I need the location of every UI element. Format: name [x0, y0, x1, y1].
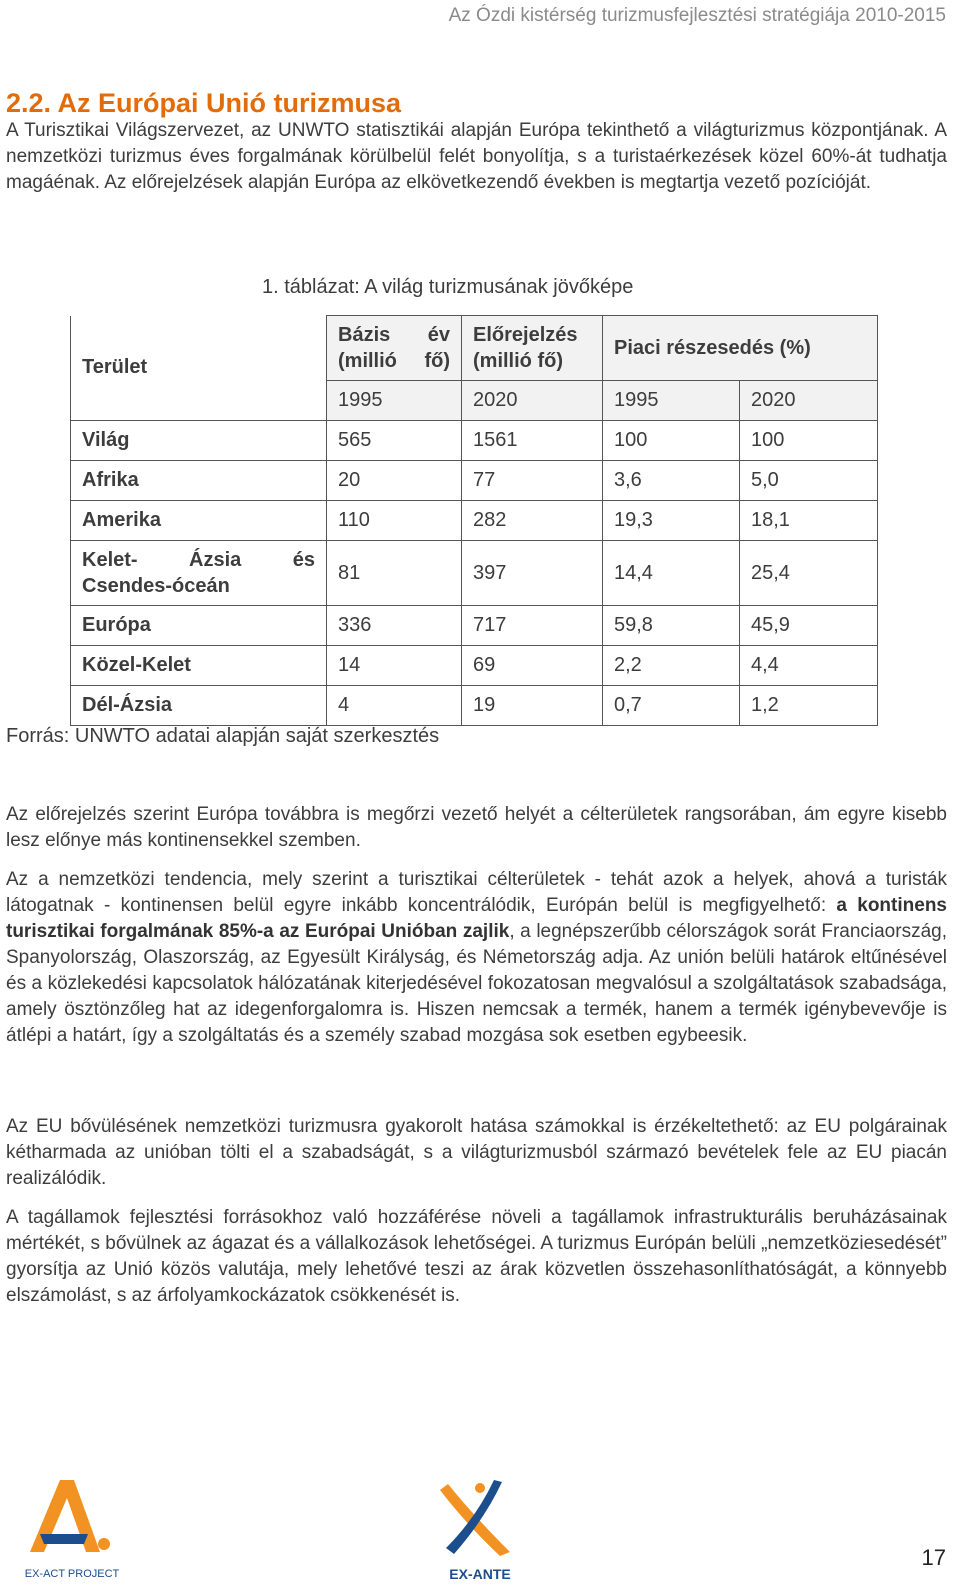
highlighted-text: a kontinens turisztikai forgalmának 85%-a az Európai Unióban zajlik	[6, 895, 947, 942]
body-paragraph-1: Az előrejelzés szerint Európa továbbra is megőrzi vezető helyét a célterületek rangsorában, ám egyre kisebb lesz előnye más kontinensekkel szemben.	[6, 804, 947, 851]
share-1995-cell: 3,6	[603, 461, 740, 501]
forecast-cell: 69	[462, 646, 603, 686]
table-row	[71, 686, 878, 726]
forecast-cell: 397	[462, 541, 603, 606]
table-header-row	[71, 316, 878, 381]
paragraph-text: Az a nemzetközi tendencia, mely szerint a turisztikai célterületek - tehát azok a helyek, ahová a turisták látogatnak - kontinensen belül egyre inkább koncentrálódik, Európán belül is megfigyelhető:	[6, 869, 947, 916]
forecast-cell: 1561	[462, 421, 603, 461]
base-cell: 336	[327, 606, 462, 646]
body-paragraph-2	[6, 867, 947, 1049]
paragraph-text: , a legnépszerűbb célországok sorát Franciaország, Spanyolország, Olaszország, az Egyesült Királyság, és Németország adja. Az unión belüli határok eltűnésével és a közlekedési kapcsolatok hálózatának kiterjedésével fokozatosan megvalósul a szolgáltatások szabadsága, amely ösztönzőleg hat az idegenforgalomra is. Hiszen nemcsak a termék, hanem a termék igénybevevője is átlépi a határt, így a szolgáltatás és a személy szabad mozgása sok esetben egybeesik.	[6, 921, 947, 1046]
table-row	[71, 541, 878, 606]
table-source: Forrás: UNWTO adatai alapján saját szerkesztés	[6, 725, 440, 747]
base-cell: 20	[327, 461, 462, 501]
base-cell: 14	[327, 646, 462, 686]
header-base-year: Bázis év (millió fő)	[327, 316, 462, 381]
header-forecast: Előrejelzés (millió fő)	[462, 316, 603, 381]
share-1995-cell: 19,3	[603, 501, 740, 541]
table-row	[71, 646, 878, 686]
region-cell: Világ	[71, 421, 327, 461]
header-year: 1995	[603, 381, 740, 421]
base-cell: 565	[327, 421, 462, 461]
base-cell: 4	[327, 686, 462, 726]
share-2020-cell: 25,4	[740, 541, 878, 606]
table-row	[71, 461, 878, 501]
exact-project-logo	[22, 1474, 122, 1586]
forecast-cell: 717	[462, 606, 603, 646]
region-cell: Dél-Ázsia	[71, 686, 327, 726]
header-year: 2020	[740, 381, 878, 421]
share-2020-cell: 4,4	[740, 646, 878, 686]
header-year: 1995	[327, 381, 462, 421]
region-cell: Közel-Kelet	[71, 646, 327, 686]
table-row	[71, 501, 878, 541]
share-1995-cell: 2,2	[603, 646, 740, 686]
share-2020-cell: 45,9	[740, 606, 878, 646]
section-title: 2.2. Az Európai Unió turizmusa	[6, 88, 402, 118]
base-cell: 110	[327, 501, 462, 541]
region-cell: Európa	[71, 606, 327, 646]
share-1995-cell: 14,4	[603, 541, 740, 606]
share-1995-cell: 0,7	[603, 686, 740, 726]
region-cell: Kelet- Ázsia és Csendes-óceán	[71, 541, 327, 606]
table-row	[71, 421, 878, 461]
base-cell: 81	[327, 541, 462, 606]
forecast-cell: 282	[462, 501, 603, 541]
table-caption: 1. táblázat: A világ turizmusának jövőképe	[262, 276, 634, 298]
share-1995-cell: 100	[603, 421, 740, 461]
share-2020-cell: 18,1	[740, 501, 878, 541]
share-2020-cell: 1,2	[740, 686, 878, 726]
body-paragraph-3: Az EU bővülésének nemzetközi turizmusra gyakorolt hatása számokkal is érzékeltethető: az EU polgárainak kétharmada az unióban tölti el a szabadságát, s a világturizmusból származó bevételek fele az EU piacán realizálódik.	[6, 1116, 947, 1189]
region-cell: Afrika	[71, 461, 327, 501]
document-header: Az Ózdi kistérség turizmusfejlesztési stratégiája 2010-2015	[448, 5, 946, 26]
forecast-cell: 19	[462, 686, 603, 726]
header-territory: Terület	[71, 316, 327, 421]
share-2020-cell: 100	[740, 421, 878, 461]
logo-text: EX-ANTE	[449, 1566, 511, 1582]
share-1995-cell: 59,8	[603, 606, 740, 646]
share-2020-cell: 5,0	[740, 461, 878, 501]
body-paragraph-4: A tagállamok fejlesztési forrásokhoz való hozzáférése növeli a tagállamok infrastrukturális beruházásainak mértékét, s bővülnek az ágazat és a vállalkozások lehetőségei. A turizmus Európán belüli „nemzetköziesedését” gyorsítja az Unió közös valutája, mely lehetővé teszi az árak közvetlen összehasonlíthatóságát, a könnyebb elszámolást, s az árfolyamkockázatok csökkenését is.	[6, 1207, 948, 1306]
region-cell: Amerika	[71, 501, 327, 541]
intro-paragraph: A Turisztikai Világszervezet, az UNWTO statisztikái alapján Európa tekinthető a világturizmus központjának. A nemzetközi turizmus éves forgalmának körülbelül felét bonyolítja, s a turistaérkezések közel 60%-át tudhatja magáénak. Az előrejelzések alapján Európa az elkövetkezendő években is megtartja vezető pozícióját.	[6, 120, 947, 193]
exante-logo	[430, 1474, 530, 1586]
table-row	[71, 606, 878, 646]
header-year: 2020	[462, 381, 603, 421]
logo-text: EX-ACT PROJECT	[24, 1568, 120, 1580]
page-number: 17	[921, 1545, 946, 1570]
forecast-cell: 77	[462, 461, 603, 501]
tourism-forecast-table	[70, 315, 878, 726]
header-market-share: Piaci részesedés (%)	[603, 316, 878, 381]
